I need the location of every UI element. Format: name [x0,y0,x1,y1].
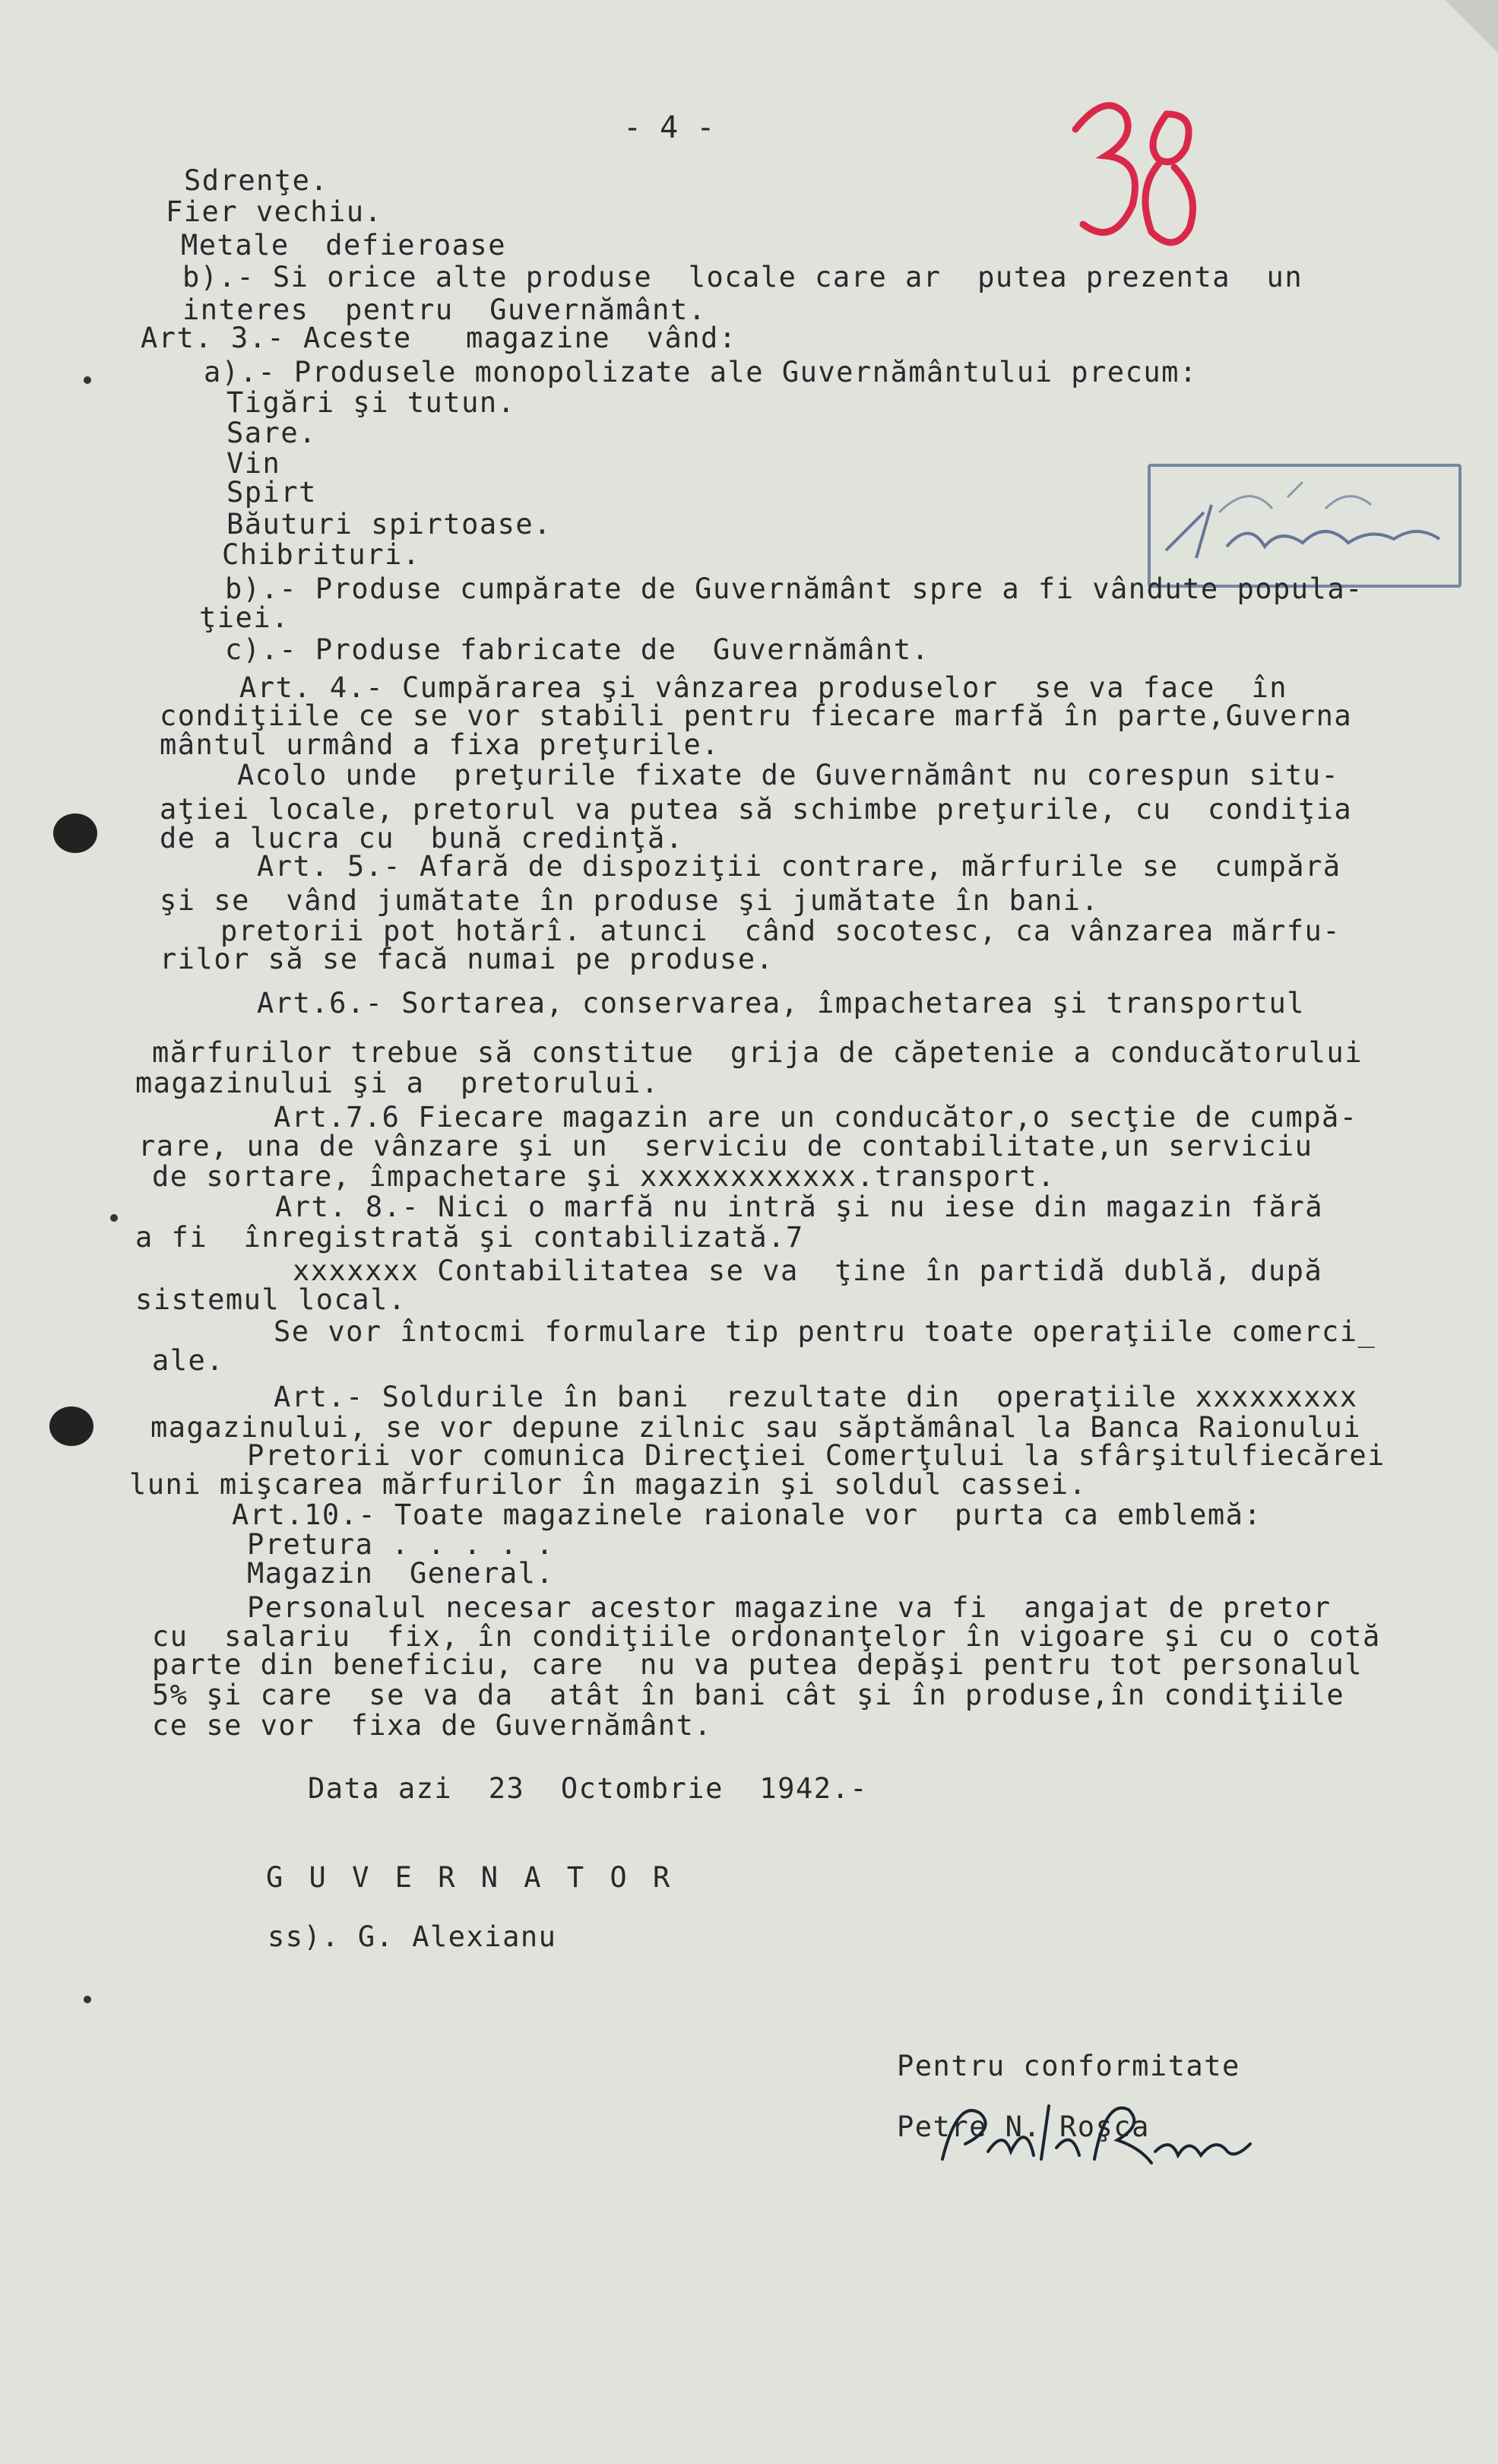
text-line: b).- Produse cumpărate de Guvernământ spre a fi vândute popula- [225,572,1363,605]
text-line: Tigări şi tutun. [226,386,516,419]
text-line: interes pentru Guvernământ. [182,293,707,326]
text-line: mărfurilor trebue să constitue grija de căpetenie a conducătorului [152,1036,1363,1069]
text-line: rare, una de vânzare şi un serviciu de contabilitate,un serviciu [138,1130,1313,1162]
text-line: Personalul necesar acestor magazine va fi angajat de pretor [247,1591,1332,1624]
text-line: Spirt [226,476,317,509]
text-line: cu salariu fix, în condiţiile ordonanţelor în vigoare şi cu o cotă [152,1620,1381,1653]
text-line: Art.- Soldurile în bani rezultate din operaţiile xxxxxxxxx [274,1381,1358,1413]
text-line: mântul urmând a fixa preţurile. [160,728,720,761]
text-line: Art. 3.- Aceste magazine vând: [141,322,737,354]
page-number: - 4 - [623,110,715,145]
text-line: Băuturi spirtoase. [226,508,552,541]
text-line: Sare. [226,417,317,449]
text-line: pretorii pot hotărî. atunci când socotesc, ca vânzarea mărfu- [220,915,1341,947]
text-line: de a lucra cu bună credinţă. [160,822,684,855]
text-line: Art. 4.- Cumpărarea şi vânzarea produselor se va face în [239,671,1288,704]
text-line: ce se vor fixa de Guvernământ. [152,1709,713,1742]
date-line: Data azi 23 Octombrie 1942.- [308,1772,869,1805]
punch-hole-bottom [49,1406,93,1446]
folded-corner [1445,0,1498,53]
certification-label: Pentru conformitate [897,2050,1240,2082]
text-line: rilor să se facă numai pe produse. [160,943,774,975]
text-line: 5% şi care se va da atât în bani cât şi în produse,în condiţiile [152,1679,1345,1711]
text-line: b).- Si orice alte produse locale care ar putea prezenta un [182,261,1303,293]
text-line: Fier vechiu. [166,195,383,228]
text-line: condiţiile ce se vor stabili pentru fiecare marfă în parte,Guverna [160,699,1353,732]
text-line: sistemul local. [135,1283,407,1316]
ink-speck [110,1214,118,1222]
text-line: Pretura . . . . . [247,1528,555,1561]
text-line: luni mişcarea mărfurilor în magazin şi soldul cassei. [129,1468,1088,1501]
signatory-name: ss). G. Alexianu [268,1920,557,1953]
signatory-title: G U V E R N A T O R [266,1861,675,1894]
text-line: Metale defieroase [181,229,506,262]
text-line: Vin [226,447,281,480]
stamp-lettering-icon [1151,467,1458,585]
punch-hole-top [53,813,97,853]
folio-number-handwritten [1053,84,1212,266]
text-line: Art. 8.- Nici o marfă nu intră şi nu iese din magazin fără [275,1191,1324,1223]
text-line: c).- Produse fabricate de Guvernământ. [225,633,930,666]
text-line: ale. [152,1344,225,1377]
ink-speck [84,376,91,384]
text-line: Se vor întocmi formulare tip pentru toate operaţiile comerci_ [274,1315,1376,1348]
text-line: magazinului, se vor depune zilnic sau săptămânal la Banca Raionului [150,1411,1361,1444]
text-line: a fi înregistrată şi contabilizată.7 [135,1221,804,1254]
text-line: Art.6.- Sortarea, conservarea, împachetarea şi transportul [257,987,1306,1020]
text-line: Magazin General. [247,1557,555,1590]
text-line: xxxxxxx Contabilitatea se va ţine în partidă dublă, după [293,1254,1323,1287]
text-line: Pretorii vor comunica Direcţiei Comerţului la sfârşitulfiecărei [247,1439,1386,1472]
text-line: a).- Produsele monopolizate ale Guvernământului precum: [204,356,1198,388]
text-line: Chibrituri. [222,538,421,571]
signature-icon [935,2083,1254,2182]
text-line: Art.10.- Toate magazinele raionale vor purta ca emblemă: [232,1498,1262,1531]
text-line: şi se vând jumătate în produse şi jumătate în bani. [160,884,1100,917]
certifier-name: Petre N. Roşca [897,2110,1150,2143]
archive-stamp [1148,464,1462,588]
ink-speck [84,1996,91,2003]
text-line: parte din beneficiu, care nu va putea depăşi pentru tot personalul [152,1648,1363,1681]
text-line: Sdrenţe. [184,164,329,197]
text-line: aţiei locale, pretorul va putea să schimbe preţurile, cu condiţia [160,793,1353,826]
text-line: magazinului şi a pretorului. [135,1067,660,1099]
text-line: Acolo unde preţurile fixate de Guvernământ nu corespun situ- [237,759,1340,791]
text-line: ţiei. [199,601,290,634]
text-line: de sortare, împachetare şi xxxxxxxxxxxx.transport. [152,1160,1056,1193]
text-line: Art. 5.- Afară de dispoziţii contrare, mărfurile se cumpără [257,850,1341,883]
text-line: Art.7.6 Fiecare magazin are un conducător,o secţie de cumpă- [274,1101,1358,1134]
